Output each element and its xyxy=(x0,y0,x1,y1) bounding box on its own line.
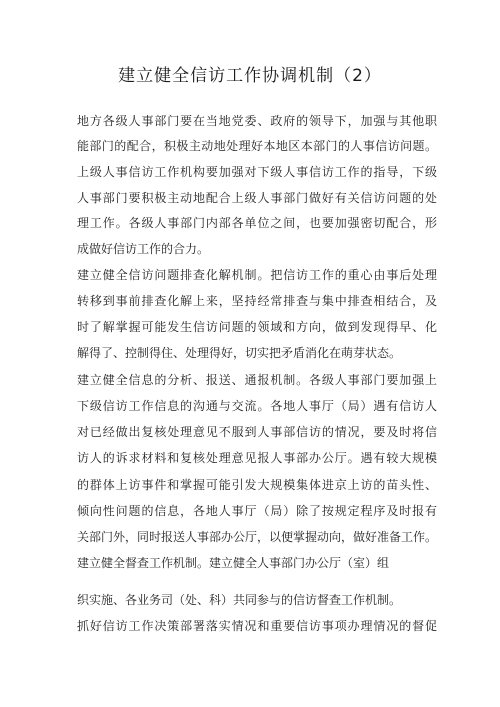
text-line: 关部门外，同时报送人事部办公厅，以便掌握动向，做好准备工作。 xyxy=(77,530,438,544)
text-line: 地方各级人事部门要在当地党委、政府的领导下，加强与其他职 xyxy=(77,114,437,128)
text-line: 下级信访工作信息的沟通与交流。各地人事厅（局）遇有信访人 xyxy=(77,399,437,413)
text-line: 上级人事信访工作机构要加强对下级人事信访工作的指导，下级 xyxy=(77,165,437,179)
text-line: 能部门的配合，积极主动地处理好本地区本部门的人事信访问题。 xyxy=(77,139,437,153)
text-line: 建立健全督查工作机制。建立健全人事部门办公厅（室）组 xyxy=(77,556,390,570)
text-line: 访人的诉求材料和复核处理意见报人事部办公厅。遇有较大规模 xyxy=(77,451,437,465)
text-line: 抓好信访工作决策部署落实情况和重要信访事项办理情况的督促 xyxy=(77,619,437,633)
text-line: 倾向性问题的信息，各地人事厅（局）除了按规定程序及时报有 xyxy=(77,504,437,518)
text-line: 对已经做出复核处理意见不服到人事部信访的情况，要及时将信 xyxy=(77,425,437,439)
text-line: 人事部门要积极主动地配合上级人事部门做好有关信访问题的处 xyxy=(77,191,437,205)
text-line: 成做好信访工作的合力。 xyxy=(77,242,210,256)
text-line: 的群体上访事件和掌握可能引发大规模集体进京上访的苗头性、 xyxy=(77,478,437,492)
text-line: 解得了、控制得住、处理得好，切实把矛盾消化在萌芽状态。 xyxy=(77,346,402,360)
text-line: 理工作。各级人事部门内部各单位之间，也要加强密切配合，形 xyxy=(77,216,437,230)
text-line: 建立健全信息的分析、报送、通报机制。各级人事部门要加强上 xyxy=(77,373,437,387)
text-line: 转移到事前排查化解上来，坚持经常排查与集中排查相结合，及 xyxy=(77,294,437,308)
text-line: 建立健全信访问题排查化解机制。把信访工作的重心由事后处理 xyxy=(77,268,437,282)
text-line: 织实施、各业务司（处、科）共同参与的信访督查工作机制。 xyxy=(77,593,402,607)
text-line: 时了解掌握可能发生信访问题的领域和方向，做到发现得早、化 xyxy=(77,320,437,334)
document-title: 建立健全信访工作协调机制（2） xyxy=(118,66,382,86)
